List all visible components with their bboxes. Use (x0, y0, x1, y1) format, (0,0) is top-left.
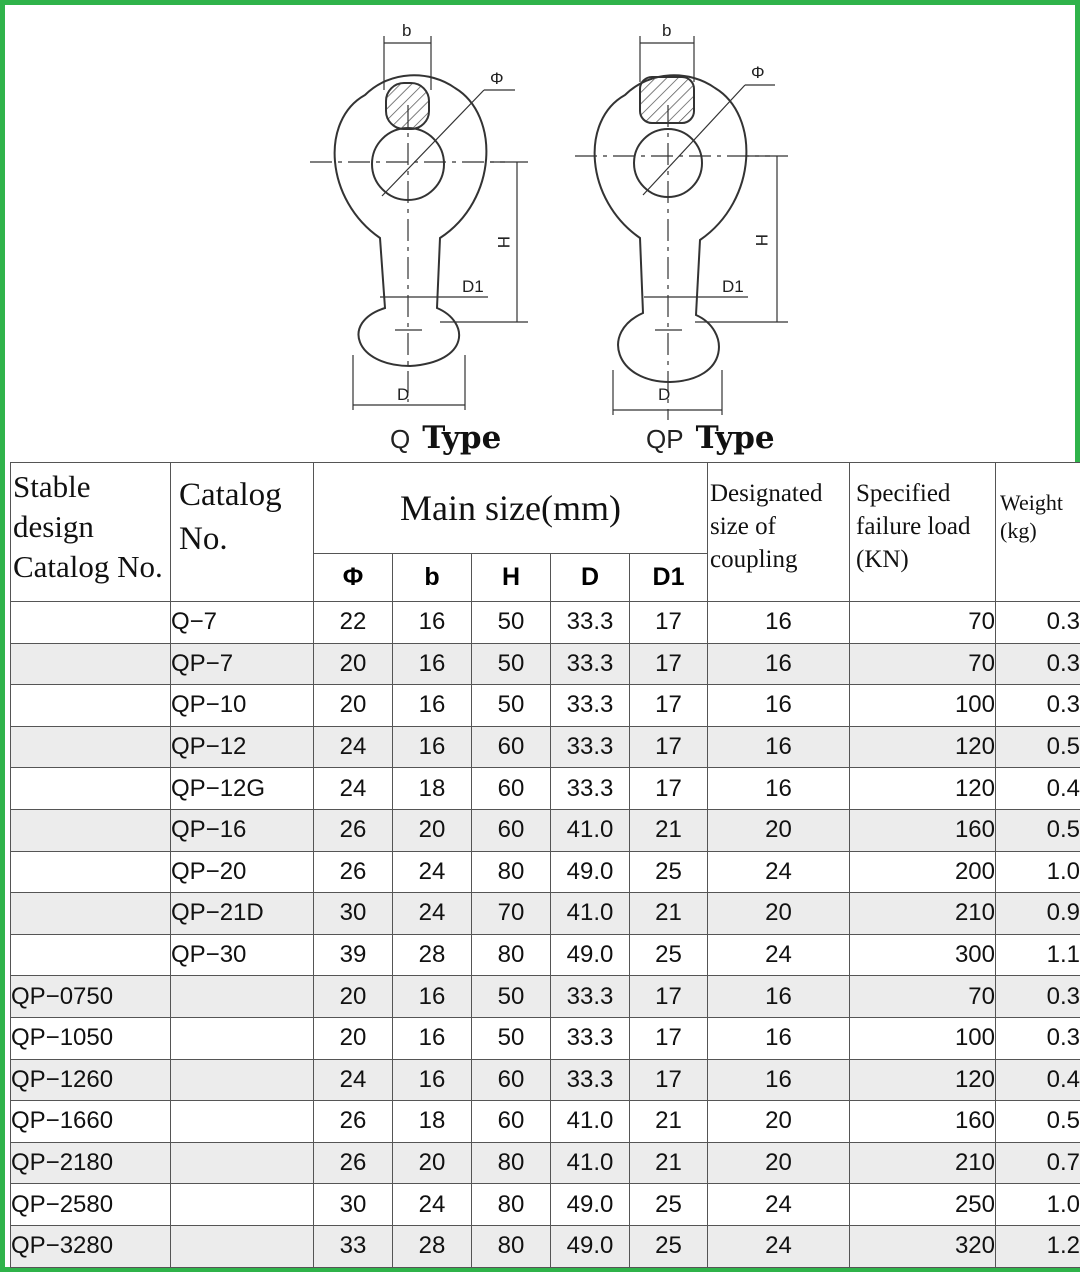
cell-failure-load: 210 (850, 893, 996, 935)
cell-catalog-no: QP−30 (171, 934, 314, 976)
cell-d: 49.0 (551, 1225, 630, 1267)
cell-d1: 21 (630, 1101, 708, 1143)
cell-d: 33.3 (551, 1059, 630, 1101)
cell-weight: 0.3 (996, 602, 1080, 644)
cell-d1: 25 (630, 1184, 708, 1226)
table-row (11, 809, 1080, 851)
dim-phi-right: Φ (751, 63, 765, 82)
dim-d1-left: D1 (462, 277, 484, 296)
technical-drawing (10, 10, 1080, 462)
q-type-word: Type (422, 420, 502, 456)
header-main-size: Main size(mm) (314, 463, 708, 554)
table-row (11, 685, 1080, 727)
cell-weight: 0.5 (996, 726, 1080, 768)
cell-weight: 0.3 (996, 685, 1080, 727)
cell-stable-design (11, 726, 171, 768)
cell-b: 24 (393, 893, 472, 935)
cell-phi: 33 (314, 1225, 393, 1267)
cell-h: 50 (472, 976, 551, 1018)
header-stable-design: Stable design Catalog No. (11, 463, 171, 602)
cell-weight: 0.5 (996, 809, 1080, 851)
cell-weight: 1.0 (996, 1184, 1080, 1226)
q-type-label (390, 420, 501, 456)
cell-stable-design (11, 602, 171, 644)
cell-stable-design (11, 809, 171, 851)
cell-designated-size: 16 (708, 1059, 850, 1101)
cell-catalog-no (171, 1059, 314, 1101)
cell-phi: 30 (314, 1184, 393, 1226)
cell-phi: 24 (314, 768, 393, 810)
cell-designated-size: 24 (708, 851, 850, 893)
dim-d1-right: D1 (722, 277, 744, 296)
cell-designated-size: 24 (708, 934, 850, 976)
dim-b-right: b (662, 21, 672, 40)
cell-phi: 30 (314, 893, 393, 935)
cell-stable-design (11, 893, 171, 935)
cell-d: 49.0 (551, 1184, 630, 1226)
cell-designated-size: 16 (708, 976, 850, 1018)
cell-d1: 17 (630, 602, 708, 644)
ball-eye-drawings (10, 10, 1080, 462)
cell-d1: 17 (630, 685, 708, 727)
cell-failure-load: 70 (850, 976, 996, 1018)
cell-catalog-no: QP−12G (171, 768, 314, 810)
cell-catalog-no (171, 1225, 314, 1267)
cell-d1: 17 (630, 1017, 708, 1059)
cell-stable-design (11, 768, 171, 810)
cell-b: 18 (393, 1101, 472, 1143)
cell-failure-load: 300 (850, 934, 996, 976)
cell-phi: 26 (314, 851, 393, 893)
cell-stable-design (11, 685, 171, 727)
cell-b: 16 (393, 643, 472, 685)
cell-h: 80 (472, 1142, 551, 1184)
cell-designated-size: 20 (708, 809, 850, 851)
cell-h: 60 (472, 1101, 551, 1143)
cell-d: 33.3 (551, 976, 630, 1018)
cell-designated-size: 20 (708, 893, 850, 935)
header-failure-load: Specified failure load (KN) (850, 463, 996, 602)
header-weight: Weight (kg) (996, 463, 1080, 602)
table-row (11, 602, 1080, 644)
header-d1: D1 (630, 554, 708, 602)
cell-weight: 0.3 (996, 643, 1080, 685)
cell-stable-design: QP−0750 (11, 976, 171, 1018)
cell-d1: 17 (630, 726, 708, 768)
cell-h: 80 (472, 1184, 551, 1226)
cell-failure-load: 70 (850, 643, 996, 685)
cell-catalog-no (171, 976, 314, 1018)
cell-d: 41.0 (551, 893, 630, 935)
cell-designated-size: 24 (708, 1225, 850, 1267)
cell-failure-load: 320 (850, 1225, 996, 1267)
cell-h: 80 (472, 851, 551, 893)
cell-failure-load: 120 (850, 726, 996, 768)
cell-h: 50 (472, 643, 551, 685)
cell-failure-load: 100 (850, 685, 996, 727)
table-row (11, 1059, 1080, 1101)
cell-weight: 1.2 (996, 1225, 1080, 1267)
cell-failure-load: 160 (850, 809, 996, 851)
cell-phi: 39 (314, 934, 393, 976)
header-catalog-no: Catalog No. (171, 463, 314, 602)
table-row (11, 643, 1080, 685)
header-b: b (393, 554, 472, 602)
cell-designated-size: 16 (708, 768, 850, 810)
cell-weight: 0.7 (996, 1142, 1080, 1184)
cell-d1: 25 (630, 851, 708, 893)
cell-catalog-no: QP−20 (171, 851, 314, 893)
cell-designated-size: 20 (708, 1142, 850, 1184)
table-row (11, 976, 1080, 1018)
cell-h: 80 (472, 934, 551, 976)
cell-d: 33.3 (551, 726, 630, 768)
cell-designated-size: 24 (708, 1184, 850, 1226)
cell-designated-size: 16 (708, 602, 850, 644)
cell-h: 70 (472, 893, 551, 935)
table-row (11, 1017, 1080, 1059)
spec-table (10, 462, 1080, 1268)
cell-d1: 17 (630, 643, 708, 685)
cell-weight: 1.0 (996, 851, 1080, 893)
header-h: H (472, 554, 551, 602)
cell-stable-design (11, 851, 171, 893)
cell-failure-load: 250 (850, 1184, 996, 1226)
table-row (11, 1184, 1080, 1226)
cell-phi: 24 (314, 726, 393, 768)
qp-type-drawing (575, 36, 788, 420)
cell-failure-load: 120 (850, 768, 996, 810)
cell-b: 16 (393, 685, 472, 727)
cell-h: 60 (472, 768, 551, 810)
qp-type-word: Type (695, 420, 775, 456)
q-type-drawing (310, 36, 528, 410)
cell-failure-load: 100 (850, 1017, 996, 1059)
cell-d1: 21 (630, 809, 708, 851)
cell-stable-design: QP−1660 (11, 1101, 171, 1143)
header-d: D (551, 554, 630, 602)
cell-h: 80 (472, 1225, 551, 1267)
cell-stable-design: QP−2580 (11, 1184, 171, 1226)
table-row (11, 768, 1080, 810)
cell-designated-size: 16 (708, 726, 850, 768)
cell-weight: 0.4 (996, 1059, 1080, 1101)
table-row (11, 1142, 1080, 1184)
q-type-prefix: Q (390, 424, 411, 454)
table-row (11, 934, 1080, 976)
cell-designated-size: 16 (708, 643, 850, 685)
cell-d1: 17 (630, 768, 708, 810)
cell-b: 16 (393, 602, 472, 644)
cell-catalog-no: QP−12 (171, 726, 314, 768)
cell-d1: 21 (630, 893, 708, 935)
cell-b: 16 (393, 976, 472, 1018)
dim-b-left: b (402, 21, 412, 40)
cell-h: 50 (472, 1017, 551, 1059)
cell-failure-load: 120 (850, 1059, 996, 1101)
cell-weight: 0.3 (996, 1017, 1080, 1059)
table-row (11, 726, 1080, 768)
cell-phi: 20 (314, 976, 393, 1018)
cell-h: 60 (472, 726, 551, 768)
cell-d1: 25 (630, 1225, 708, 1267)
cell-stable-design (11, 643, 171, 685)
dim-phi-left: Φ (490, 69, 504, 88)
table-row (11, 1101, 1080, 1143)
header-phi: Φ (314, 554, 393, 602)
cell-failure-load: 210 (850, 1142, 996, 1184)
cell-catalog-no (171, 1184, 314, 1226)
cell-h: 60 (472, 1059, 551, 1101)
cell-b: 16 (393, 1059, 472, 1101)
dim-h-left: H (494, 236, 513, 249)
table-row (11, 851, 1080, 893)
cell-catalog-no: QP−21D (171, 893, 314, 935)
cell-stable-design: QP−1050 (11, 1017, 171, 1059)
cell-b: 28 (393, 1225, 472, 1267)
cell-stable-design: QP−1260 (11, 1059, 171, 1101)
cell-d: 33.3 (551, 768, 630, 810)
cell-phi: 26 (314, 809, 393, 851)
cell-phi: 20 (314, 643, 393, 685)
cell-catalog-no: QP−16 (171, 809, 314, 851)
dim-d-right: D (658, 385, 671, 404)
cell-d: 41.0 (551, 1142, 630, 1184)
cell-d1: 21 (630, 1142, 708, 1184)
header-designated-size: Designated size of coupling (708, 463, 850, 602)
cell-designated-size: 20 (708, 1101, 850, 1143)
cell-b: 20 (393, 809, 472, 851)
cell-d: 49.0 (551, 851, 630, 893)
cell-designated-size: 16 (708, 1017, 850, 1059)
cell-phi: 22 (314, 602, 393, 644)
cell-b: 24 (393, 1184, 472, 1226)
cell-b: 20 (393, 1142, 472, 1184)
cell-phi: 24 (314, 1059, 393, 1101)
qp-type-label (646, 420, 775, 456)
cell-b: 16 (393, 1017, 472, 1059)
cell-weight: 1.1 (996, 934, 1080, 976)
cell-catalog-no: Q−7 (171, 602, 314, 644)
cell-catalog-no (171, 1017, 314, 1059)
cell-h: 50 (472, 602, 551, 644)
dim-h-right: H (752, 234, 771, 247)
cell-d: 33.3 (551, 602, 630, 644)
cell-b: 16 (393, 726, 472, 768)
cell-weight: 0.5 (996, 1101, 1080, 1143)
cell-phi: 20 (314, 685, 393, 727)
cell-designated-size: 16 (708, 685, 850, 727)
cell-catalog-no: QP−7 (171, 643, 314, 685)
cell-failure-load: 200 (850, 851, 996, 893)
cell-b: 28 (393, 934, 472, 976)
cell-d: 33.3 (551, 1017, 630, 1059)
cell-h: 50 (472, 685, 551, 727)
cell-weight: 0.9 (996, 893, 1080, 935)
table-row (11, 893, 1080, 935)
cell-d1: 17 (630, 1059, 708, 1101)
cell-d: 33.3 (551, 685, 630, 727)
dim-d-left: D (397, 385, 410, 404)
cell-phi: 26 (314, 1101, 393, 1143)
cell-d1: 17 (630, 976, 708, 1018)
qp-type-prefix: QP (646, 424, 684, 454)
cell-weight: 0.3 (996, 976, 1080, 1018)
cell-d: 41.0 (551, 1101, 630, 1143)
cell-phi: 26 (314, 1142, 393, 1184)
cell-h: 60 (472, 809, 551, 851)
cell-stable-design: QP−2180 (11, 1142, 171, 1184)
cell-failure-load: 160 (850, 1101, 996, 1143)
cell-failure-load: 70 (850, 602, 996, 644)
cell-d: 33.3 (551, 643, 630, 685)
cell-b: 24 (393, 851, 472, 893)
cell-catalog-no (171, 1142, 314, 1184)
cell-weight: 0.4 (996, 768, 1080, 810)
cell-phi: 20 (314, 1017, 393, 1059)
cell-stable-design: QP−3280 (11, 1225, 171, 1267)
cell-catalog-no (171, 1101, 314, 1143)
cell-b: 18 (393, 768, 472, 810)
cell-stable-design (11, 934, 171, 976)
cell-d1: 25 (630, 934, 708, 976)
cell-d: 49.0 (551, 934, 630, 976)
cell-catalog-no: QP−10 (171, 685, 314, 727)
cell-d: 41.0 (551, 809, 630, 851)
table-row (11, 1225, 1080, 1267)
